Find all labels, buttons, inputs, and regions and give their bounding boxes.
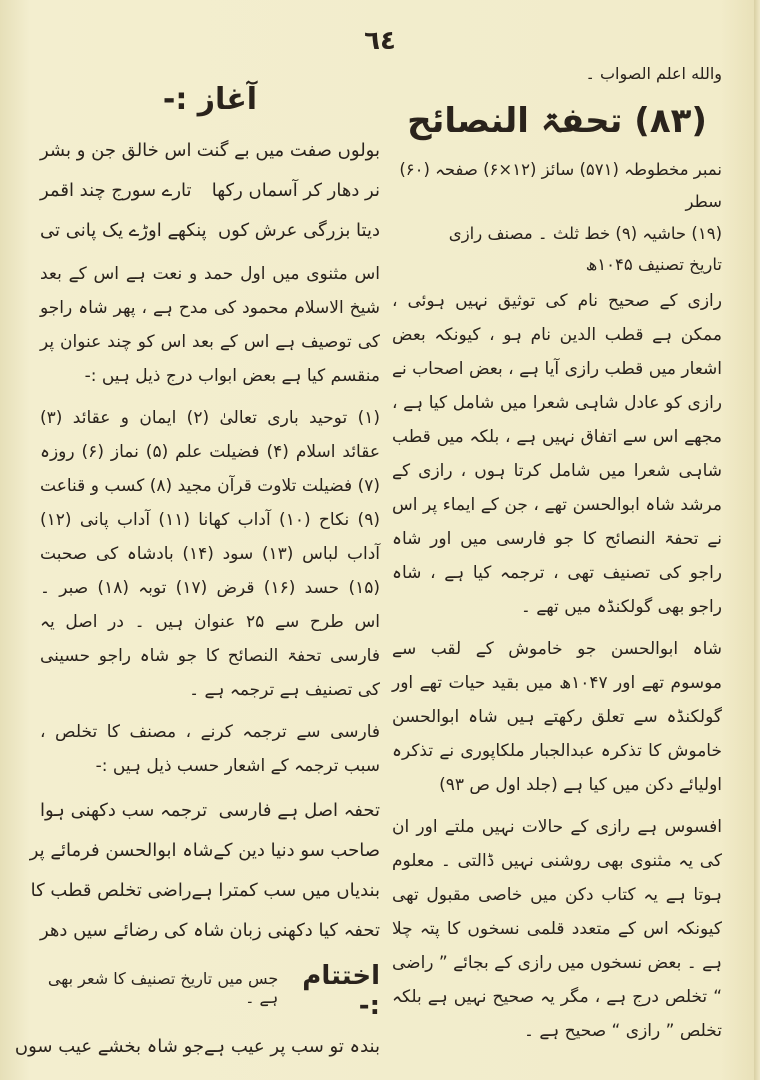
verse-hemistich: جو شاہ بخشے عیب سوں (14, 1036, 204, 1057)
verse-hemistich: بولوں صفت میں بے گنت (196, 140, 380, 161)
verse-hemistich: بندہ تو سب پر عیب ہے (204, 1036, 380, 1057)
verse-hemistich: اس خالق جن و بشر (40, 140, 192, 161)
verse-hemistich: تحفہ کیا دکھنی زبان (229, 920, 380, 941)
verse-hemistich: دیتا بزرگی عرش کوں (217, 220, 380, 241)
ending-verse (14, 1027, 380, 1067)
intro-paragraph: اس مثنوی میں اول حمد و نعت ہے اس کے بعد شیخ الاسلام محمود کی مدح ہے ، پھر شاہ راجو کی توصیف ہے اس کے بعد اس کو چند عنوان پر منقسم کیا ہے بعض ابواب درج ذیل ہیں :- (40, 264, 380, 386)
book-title: (۸۳) تحفۃ النصائح (407, 101, 707, 141)
ending-note: جس میں تاریخ تصنیف کا شعر بھی ہے ۔ (47, 969, 279, 1007)
ending-heading: اختتام :- (302, 961, 380, 1021)
verse-hemistich: تحفہ اصل ہے فارسی (218, 800, 380, 821)
verse-couplet (30, 871, 380, 911)
opening-verses (40, 131, 380, 251)
verse-hemistich: بندیاں میں سب کمترا ہے (191, 880, 380, 901)
verse-hemistich: صاحب سو دنیا دین کے (213, 840, 380, 861)
verse-hemistich: شاہ ابوالحسن فرمائے پر (29, 840, 214, 861)
verse-hemistich: نر دھار کر آسماں رکھا (211, 180, 380, 201)
verse-couplet (40, 211, 380, 251)
verse-couplet (40, 131, 380, 171)
remarks-paragraph: افسوس ہے رازی کے حالات نہیں ملتے اور ان کی یہ مثنوی بھی روشنی نہیں ڈالتی ۔ معلوم ہوتا ہے یہ کتاب دکن میں خاصی مقبول تھی کیونکہ اس کے متعدد قلمی نسخوں کا پتہ چلا ہے ۔ بعض نسخوں میں رازی کے بجائے ” راضی “ تخلص درج ہے ، مگر یہ صحیح نہیں ہے بلکہ تخلص ” رازی “ صحیح ہے ۔ (391, 816, 722, 1041)
closing-phrase: والله اعلم الصواب ۔ (585, 64, 722, 83)
ending-section (40, 961, 380, 1021)
verse-couplet (40, 911, 380, 951)
verse-hemistich: راضی تخلص قطب کا (30, 880, 192, 901)
verse-couplet (29, 831, 380, 871)
opening-heading: آغاز :- (162, 82, 258, 117)
verse-hemistich: شاہ کی رضائے سیں دھر (40, 920, 225, 941)
left-column (14, 82, 381, 1067)
verse-hemistich: ترجمہ سب دکھنی ہوا (40, 800, 208, 821)
verse-hemistich: پنکھے اوڑے یک پانی تی (40, 220, 207, 241)
verse-hemistich: تارے سورج چند اقمر (40, 180, 192, 201)
page-edge (754, 0, 760, 1080)
right-column (392, 64, 722, 1056)
verse-couplet (40, 791, 380, 831)
translation-verses (29, 791, 380, 951)
chapters-paragraph: (۱) توحید باری تعالیٰ (۲) ایمان و عقائد (۳) عقائد اسلام (۴) فضیلت علم (۵) نماز (۶) روزہ (۷) فضیلت تلاوت قرآن مجید (۸) کسب و قناعت (۹) نکاح (۱۰) آداب کھانا (۱۱) آداب پانی (۱۲) آداب لباس (۱۳) سود (۱۴) بادشاہ کی صحبت (۱۵) حسد (۱۶) قرض (۱۷) توبہ (۱۸) صبر ۔ اس طرح سے ۲۵ عنوان ہیں ۔ در اصل یہ فارسی تحفۃ النصائح کا جو شاہ راجو حسینی کی تصنیف ہے ترجمہ ہے ۔ (40, 408, 381, 700)
book-meta-line: نمبر مخطوطہ (۵۷۱) سائز (۱۲×۶) صفحہ (۶۰) سطر (399, 159, 722, 211)
composition-date: تاریخ تصنیف ۱۰۴۵ھ (585, 254, 722, 274)
verse-couplet (40, 171, 380, 211)
reason-paragraph: فارسی سے ترجمہ کرنے ، مصنف کا تخلص ، سبب ترجمہ کے اشعار حسب ذیل ہیں :- (40, 722, 380, 776)
patron-paragraph: شاہ ابوالحسن جو خاموش کے لقب سے موسوم تھے اور ۱۰۴۷ھ میں بقید حیات تھے اور گولکنڈہ سے تعلق رکھتے ہیں شاہ ابوالحسن خاموش کا تذکرہ عبدالجبار ملکاپوری نے تذکرہ اولیائے دکن میں کیا ہے (جلد اول ص ۹۳) (392, 638, 722, 795)
page-number: ٦٤ (364, 26, 396, 56)
book-metadata (392, 154, 722, 250)
author-paragraph: رازی کے صحیح نام کی توثیق نہیں ہوئی ، ممکن ہے قطب الدین نام ہو ، کیونکہ بعض اشعار میں قطب رازی آیا ہے ، بعض اصحاب نے رازی کو عادل شاہی شعرا میں شامل کیا ہے ، مجھے اس سے اتفاق نہیں ہے ، بلکہ میں قطب شاہی شعرا میں شامل کرتا ہوں ، رازی کے مرشد شاہ ابوالحسن تھے ، جن کے ایماء پر اس نے تحفۃ النصائح کا جو فارسی میں اور شاہ راجو کی تصنیف تھی ، ترجمہ کیا ہے ، شاہ راجو بھی گولکنڈہ میں تھے ۔ (392, 290, 722, 617)
book-meta-line: (۱۹) حاشیہ (۹) خط ثلث ۔ مصنف رازی (448, 223, 722, 243)
